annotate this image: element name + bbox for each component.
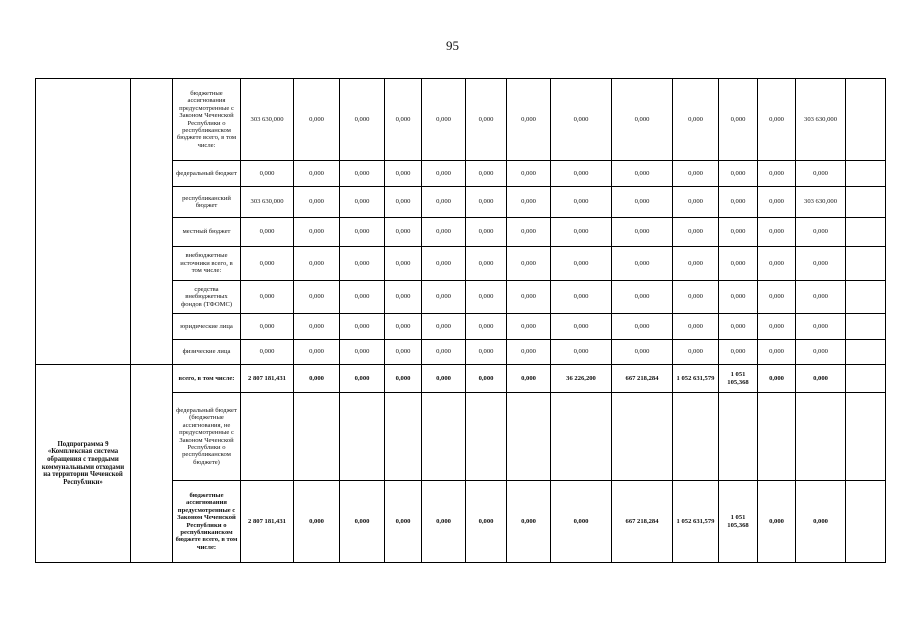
value-cell: 0,000: [673, 247, 719, 281]
value-cell: 0,000: [466, 79, 507, 161]
value-cell: [241, 393, 294, 481]
value-cell: 0,000: [758, 79, 796, 161]
page-number: 95: [446, 38, 459, 53]
value-cell: 0,000: [758, 247, 796, 281]
empty-cell: [846, 218, 886, 247]
value-cell: 0,000: [385, 481, 422, 563]
value-cell: 0,000: [422, 314, 466, 340]
value-cell: 0,000: [612, 247, 673, 281]
value-cell: 0,000: [551, 247, 612, 281]
row-label: местный бюджет: [173, 218, 241, 247]
value-cell: 0,000: [796, 365, 846, 393]
value-cell: 0,000: [340, 218, 385, 247]
value-cell: 2 807 181,431: [241, 481, 294, 563]
value-cell: 0,000: [507, 365, 551, 393]
value-cell: [422, 393, 466, 481]
value-cell: 0,000: [385, 314, 422, 340]
value-cell: 0,000: [385, 365, 422, 393]
value-cell: 0,000: [507, 161, 551, 187]
table-row: [36, 365, 886, 393]
value-cell: 0,000: [294, 314, 340, 340]
value-cell: 0,000: [466, 161, 507, 187]
value-cell: [385, 393, 422, 481]
value-cell: 0,000: [466, 247, 507, 281]
value-cell: 0,000: [422, 365, 466, 393]
value-cell: 0,000: [507, 481, 551, 563]
value-cell: 0,000: [796, 340, 846, 365]
value-cell: [340, 393, 385, 481]
value-cell: [294, 393, 340, 481]
value-cell: 0,000: [796, 247, 846, 281]
empty-cell: [36, 79, 131, 365]
value-cell: 0,000: [241, 281, 294, 314]
value-cell: 0,000: [294, 218, 340, 247]
value-cell: 0,000: [340, 314, 385, 340]
value-cell: 0,000: [719, 79, 758, 161]
table-row: [36, 79, 886, 161]
value-cell: 1 052 631,579: [673, 365, 719, 393]
value-cell: 36 226,200: [551, 365, 612, 393]
value-cell: 0,000: [294, 340, 340, 365]
value-cell: 0,000: [758, 365, 796, 393]
value-cell: 0,000: [385, 247, 422, 281]
value-cell: 0,000: [673, 187, 719, 218]
empty-cell: [131, 79, 173, 365]
value-cell: 303 630,000: [241, 79, 294, 161]
value-cell: 0,000: [507, 247, 551, 281]
value-cell: 0,000: [466, 314, 507, 340]
value-cell: 0,000: [551, 218, 612, 247]
table-body: [36, 79, 886, 563]
value-cell: 0,000: [294, 281, 340, 314]
value-cell: 0,000: [422, 187, 466, 218]
row-label: федеральный бюджет: [173, 161, 241, 187]
value-cell: 0,000: [385, 187, 422, 218]
value-cell: 0,000: [612, 340, 673, 365]
value-cell: 0,000: [612, 218, 673, 247]
value-cell: 0,000: [466, 481, 507, 563]
value-cell: 0,000: [466, 340, 507, 365]
value-cell: 0,000: [758, 187, 796, 218]
value-cell: 0,000: [758, 481, 796, 563]
row-label: бюджетные ассигнования предусмотренные с Законом Чеченской Республики о республиканском бюджете всего, в том числе:: [173, 79, 241, 161]
value-cell: [758, 393, 796, 481]
value-cell: 0,000: [385, 340, 422, 365]
value-cell: 667 218,284: [612, 365, 673, 393]
value-cell: 0,000: [612, 161, 673, 187]
value-cell: 0,000: [719, 187, 758, 218]
row-label: всего, в том числе:: [173, 365, 241, 393]
value-cell: 0,000: [294, 161, 340, 187]
value-cell: 0,000: [551, 79, 612, 161]
value-cell: 0,000: [673, 340, 719, 365]
value-cell: 0,000: [612, 314, 673, 340]
value-cell: [507, 393, 551, 481]
row-label: республиканский бюджет: [173, 187, 241, 218]
value-cell: 0,000: [758, 218, 796, 247]
value-cell: 0,000: [241, 314, 294, 340]
value-cell: 0,000: [241, 218, 294, 247]
value-cell: 0,000: [719, 281, 758, 314]
value-cell: 0,000: [294, 79, 340, 161]
value-cell: 0,000: [466, 281, 507, 314]
value-cell: 0,000: [241, 161, 294, 187]
value-cell: 0,000: [673, 281, 719, 314]
value-cell: 0,000: [673, 218, 719, 247]
row-label: юридические лица: [173, 314, 241, 340]
value-cell: 0,000: [673, 314, 719, 340]
value-cell: 0,000: [551, 481, 612, 563]
value-cell: 0,000: [612, 187, 673, 218]
row-label: федеральный бюджет (бюджетные ассигнования, не предусмотренные с Законом Чеченской Республики о республиканском бюджете): [173, 393, 241, 481]
value-cell: 0,000: [551, 340, 612, 365]
value-cell: [466, 393, 507, 481]
value-cell: 0,000: [796, 161, 846, 187]
value-cell: 0,000: [340, 281, 385, 314]
value-cell: [612, 393, 673, 481]
row-label: физические лица: [173, 340, 241, 365]
value-cell: 0,000: [294, 365, 340, 393]
value-cell: 0,000: [340, 247, 385, 281]
value-cell: 0,000: [340, 79, 385, 161]
value-cell: 0,000: [719, 340, 758, 365]
value-cell: 0,000: [673, 161, 719, 187]
value-cell: 0,000: [758, 281, 796, 314]
empty-cell: [846, 161, 886, 187]
value-cell: 0,000: [241, 247, 294, 281]
value-cell: 0,000: [385, 218, 422, 247]
value-cell: 0,000: [422, 281, 466, 314]
value-cell: 0,000: [422, 340, 466, 365]
value-cell: 0,000: [422, 218, 466, 247]
value-cell: 0,000: [551, 281, 612, 314]
value-cell: 0,000: [294, 247, 340, 281]
value-cell: 0,000: [507, 79, 551, 161]
value-cell: 0,000: [758, 340, 796, 365]
value-cell: 667 218,284: [612, 481, 673, 563]
value-cell: 0,000: [385, 79, 422, 161]
value-cell: 0,000: [507, 340, 551, 365]
value-cell: 0,000: [340, 187, 385, 218]
value-cell: 0,000: [466, 187, 507, 218]
empty-cell: [131, 365, 173, 563]
value-cell: 0,000: [758, 161, 796, 187]
empty-cell: [846, 340, 886, 365]
value-cell: [551, 393, 612, 481]
value-cell: 0,000: [385, 161, 422, 187]
budget-table: [35, 78, 886, 563]
value-cell: 0,000: [507, 314, 551, 340]
value-cell: 0,000: [796, 481, 846, 563]
value-cell: 303 630,000: [796, 79, 846, 161]
value-cell: 0,000: [340, 161, 385, 187]
value-cell: 0,000: [241, 340, 294, 365]
value-cell: 0,000: [422, 247, 466, 281]
empty-cell: [846, 393, 886, 481]
value-cell: 0,000: [673, 79, 719, 161]
row-label: внебюджетные источники всего, в том числе:: [173, 247, 241, 281]
value-cell: 0,000: [612, 281, 673, 314]
value-cell: 0,000: [340, 481, 385, 563]
value-cell: 2 807 181,431: [241, 365, 294, 393]
value-cell: [719, 393, 758, 481]
subprogram-label: Подпрограмма 9 «Комплексная система обращения с твердыми коммунальными отходами на территории Чеченской Республики»: [36, 365, 131, 563]
value-cell: 0,000: [294, 481, 340, 563]
value-cell: 0,000: [340, 365, 385, 393]
row-label: средства внебюджетных фондов (ТФОМС): [173, 281, 241, 314]
value-cell: 0,000: [422, 161, 466, 187]
value-cell: 0,000: [340, 340, 385, 365]
value-cell: 1 051 105,368: [719, 481, 758, 563]
value-cell: 0,000: [507, 218, 551, 247]
value-cell: 0,000: [294, 187, 340, 218]
value-cell: 0,000: [719, 247, 758, 281]
empty-cell: [846, 481, 886, 563]
value-cell: 1 051 105,368: [719, 365, 758, 393]
value-cell: 0,000: [385, 281, 422, 314]
value-cell: 0,000: [719, 161, 758, 187]
value-cell: 0,000: [466, 365, 507, 393]
value-cell: 0,000: [796, 281, 846, 314]
value-cell: 0,000: [719, 218, 758, 247]
empty-cell: [846, 247, 886, 281]
value-cell: 0,000: [612, 79, 673, 161]
value-cell: 0,000: [796, 314, 846, 340]
value-cell: 303 630,000: [241, 187, 294, 218]
value-cell: [796, 393, 846, 481]
value-cell: 0,000: [422, 481, 466, 563]
empty-cell: [846, 314, 886, 340]
value-cell: 0,000: [507, 281, 551, 314]
value-cell: 0,000: [758, 314, 796, 340]
value-cell: 0,000: [507, 187, 551, 218]
empty-cell: [846, 365, 886, 393]
empty-cell: [846, 281, 886, 314]
value-cell: 303 630,000: [796, 187, 846, 218]
empty-cell: [846, 187, 886, 218]
value-cell: 0,000: [551, 161, 612, 187]
value-cell: [673, 393, 719, 481]
empty-cell: [846, 79, 886, 161]
value-cell: 0,000: [551, 187, 612, 218]
value-cell: 0,000: [719, 314, 758, 340]
value-cell: 1 052 631,579: [673, 481, 719, 563]
value-cell: 0,000: [422, 79, 466, 161]
value-cell: 0,000: [796, 218, 846, 247]
value-cell: 0,000: [551, 314, 612, 340]
row-label: бюджетные ассигнования предусмотренные с Законом Чеченской Республики о республиканском бюджете всего, в том числе:: [173, 481, 241, 563]
value-cell: 0,000: [466, 218, 507, 247]
